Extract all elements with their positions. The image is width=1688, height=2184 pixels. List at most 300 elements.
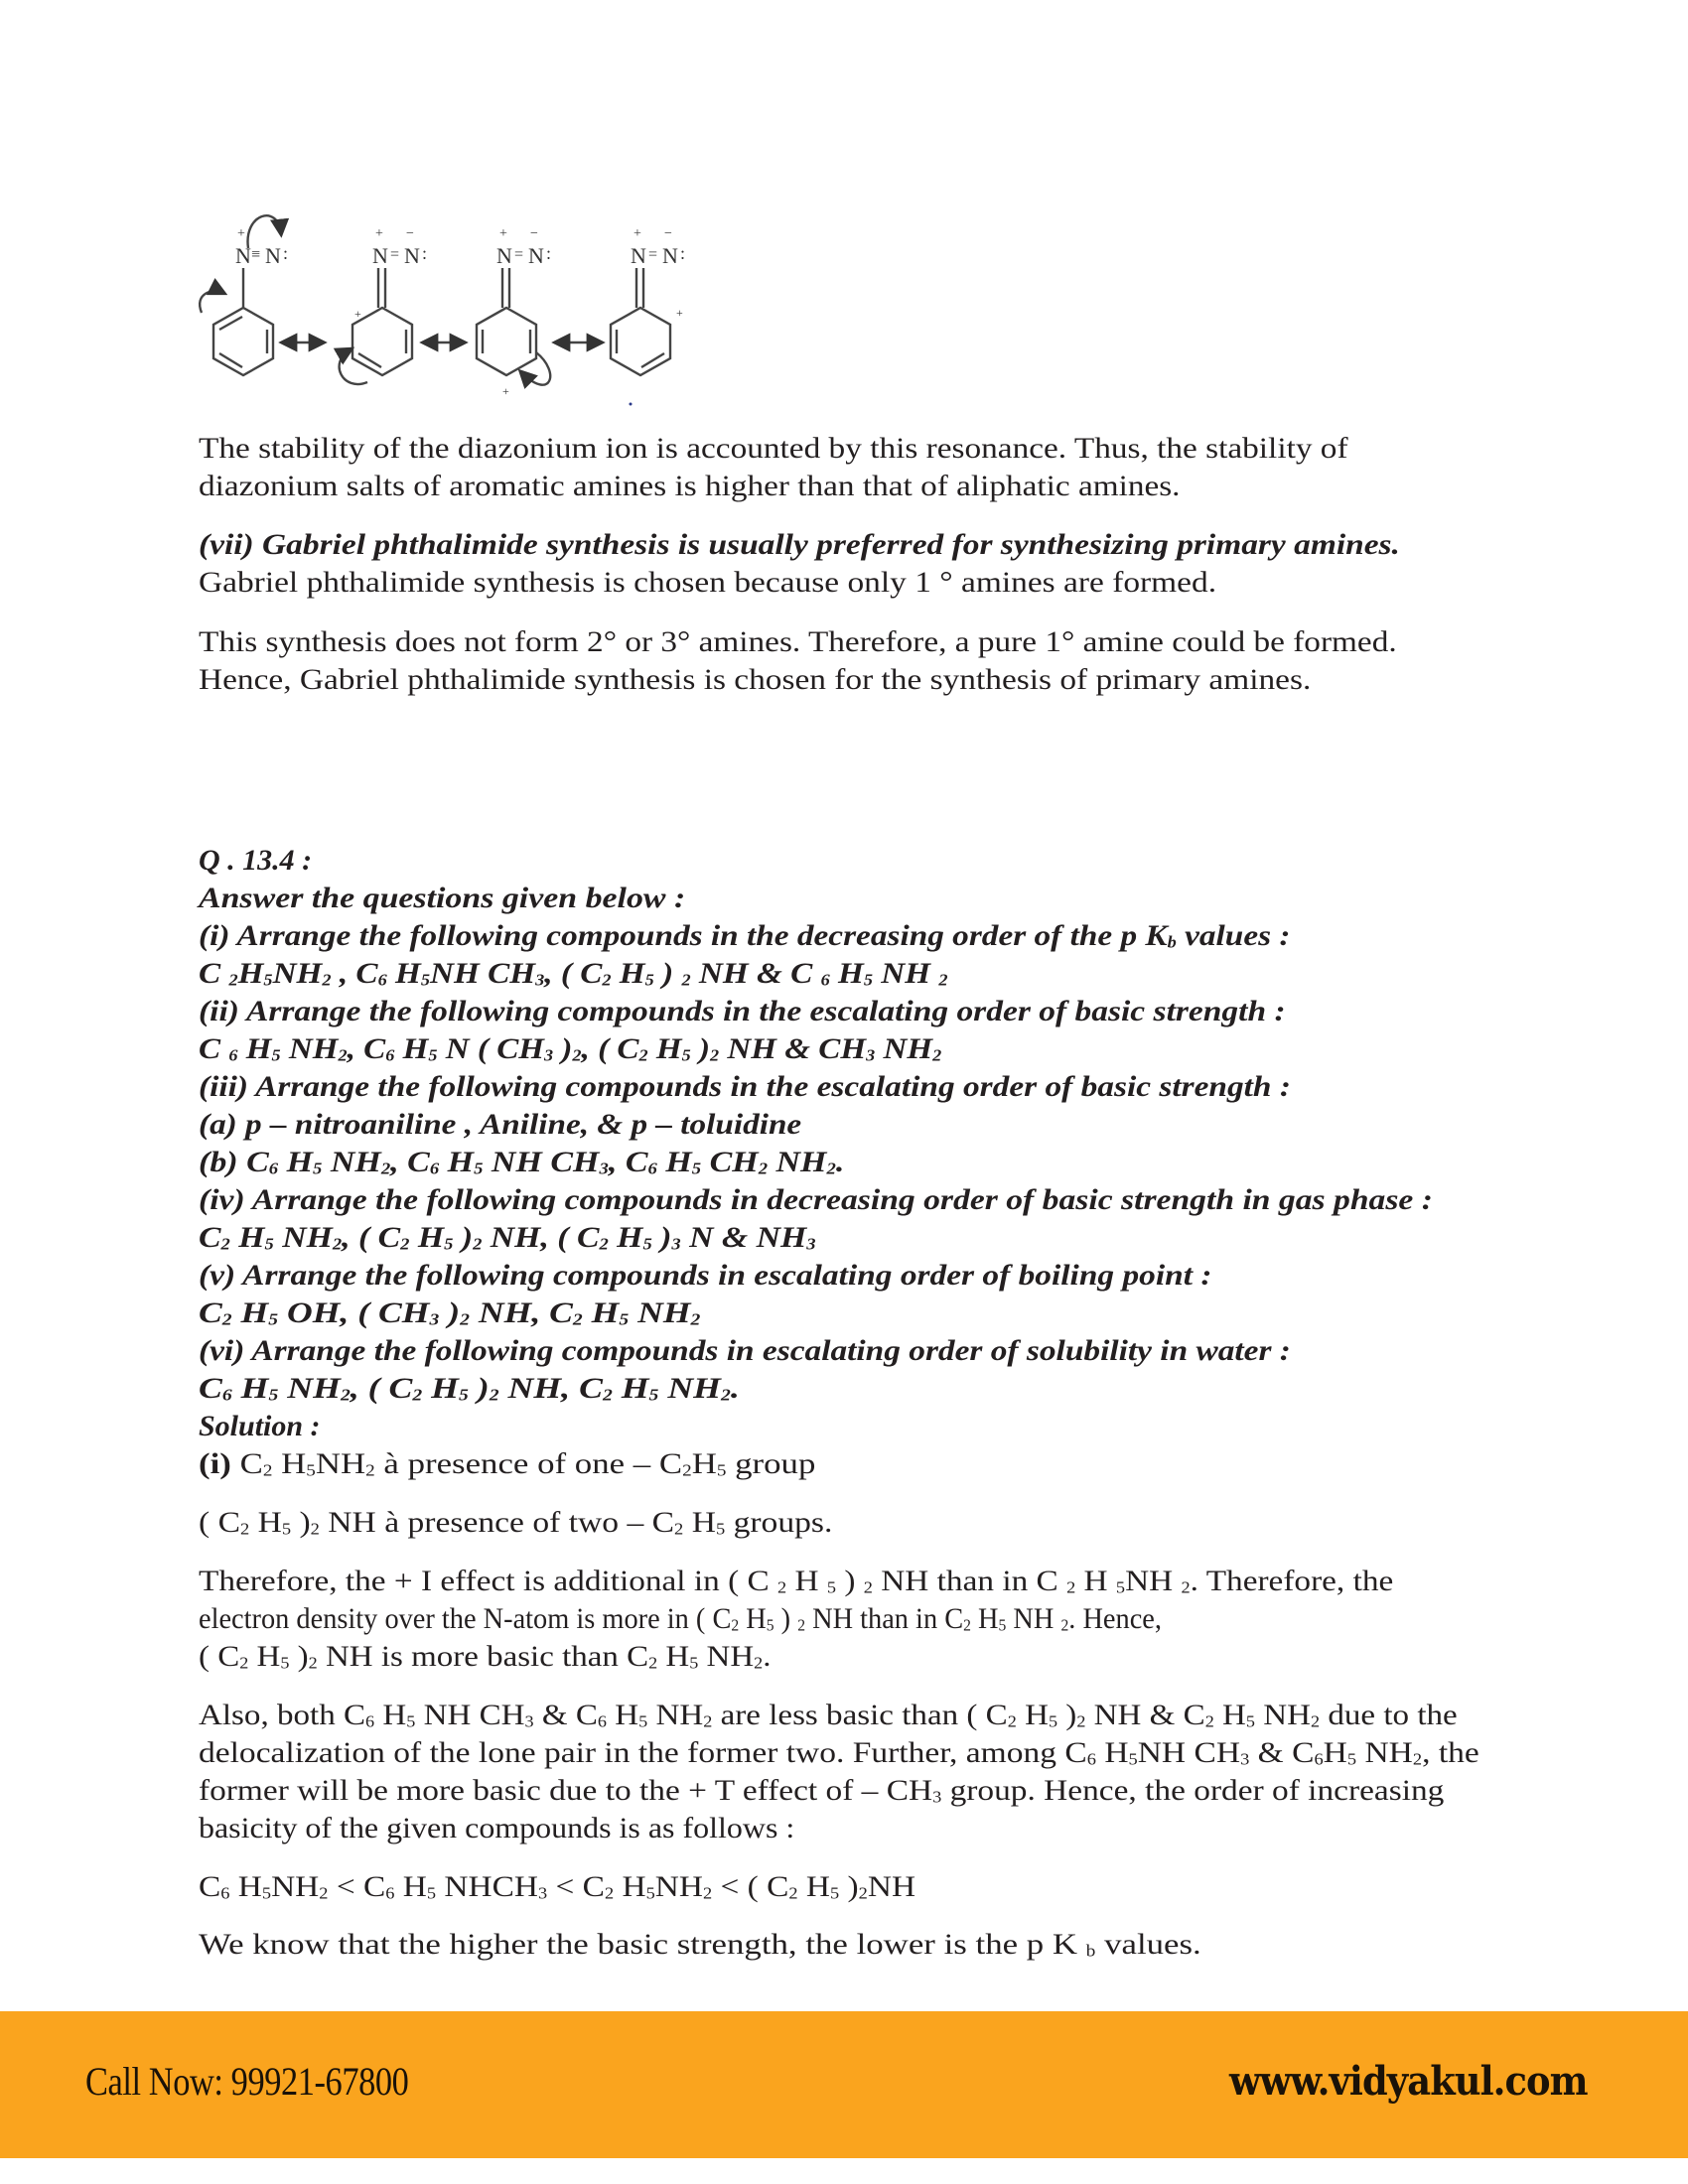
resonance-structure-2 bbox=[340, 268, 412, 384]
formula-text: H bbox=[611, 957, 645, 990]
formula-text: H bbox=[739, 1602, 767, 1635]
resonance-structure-3 bbox=[477, 268, 550, 385]
solution-para1-line-1 bbox=[199, 1563, 1393, 1600]
formula-subscript: 2 bbox=[460, 1309, 470, 1329]
formula-text: H bbox=[237, 1032, 272, 1065]
formula-subscript: 2 bbox=[690, 1309, 701, 1329]
diazonium-resonance-diagram bbox=[194, 194, 869, 417]
svg-text::: : bbox=[422, 243, 428, 263]
formula-subscript: 2 bbox=[674, 1519, 684, 1539]
formula-subscript: 2 bbox=[228, 970, 238, 990]
formula-text: NH is more basic than C bbox=[317, 1640, 649, 1673]
formula-subscript: 2 bbox=[602, 970, 612, 990]
vii-line-1: Gabriel phthalimide synthesis is chosen because only 1 ° amines are formed. bbox=[199, 566, 1217, 599]
formula-text: NH bbox=[278, 1372, 341, 1405]
formula-subscript: 3 bbox=[806, 1234, 816, 1254]
formula-text: NHCH bbox=[436, 1870, 538, 1903]
question-prompt: Answer the questions given below : bbox=[199, 882, 686, 914]
formula-subscript: 6 bbox=[647, 1159, 657, 1178]
formula-subscript: 2 bbox=[319, 1883, 329, 1903]
formula-subscript: 2 bbox=[400, 1234, 410, 1254]
solution-final-line bbox=[199, 1926, 1201, 1964]
formula-subscript: 2 bbox=[1007, 1711, 1017, 1731]
formula-text: < C bbox=[328, 1870, 386, 1903]
formula-text: H bbox=[231, 1372, 269, 1405]
formula-text: ) bbox=[774, 1602, 798, 1635]
formula-subscript: 3 bbox=[1240, 1749, 1250, 1769]
formula-text: H bbox=[278, 1146, 314, 1178]
formula-text: (b) C bbox=[199, 1146, 269, 1178]
formula-subscript: 5 bbox=[619, 1309, 630, 1329]
formula-text: H bbox=[612, 1372, 649, 1405]
svg-text:=: = bbox=[514, 246, 524, 263]
formula-text: NH bbox=[322, 1146, 381, 1178]
formula-subscript: 5 bbox=[428, 1045, 438, 1065]
formula-subscript: 5 bbox=[642, 1234, 652, 1254]
formula-text: à presence of one – C bbox=[374, 1447, 683, 1480]
formula-text: ) bbox=[651, 1221, 672, 1254]
formula-text: NH bbox=[1006, 1602, 1061, 1635]
formula-subscript: 5 bbox=[645, 1883, 655, 1903]
formula-subscript: 3 bbox=[932, 1787, 942, 1807]
formula-subscript: 5 bbox=[268, 1385, 279, 1405]
formula-subscript: 2 bbox=[572, 1309, 583, 1329]
formula-subscript: 3 bbox=[537, 1883, 548, 1903]
question-v: (v) Arrange the following compounds in escalating order of boiling point : bbox=[199, 1259, 1212, 1292]
formula-text: N & NH bbox=[680, 1221, 807, 1254]
formula-text: We know that the higher the basic strength, the lower is the p K bbox=[199, 1928, 1086, 1961]
question-i bbox=[199, 917, 1290, 955]
formula-subscript: 6 bbox=[597, 1711, 608, 1731]
svg-text:+: + bbox=[676, 306, 683, 320]
formula-text: H bbox=[614, 1870, 646, 1903]
formula-subscript: 2 bbox=[489, 1385, 499, 1405]
formula-subscript: 2 bbox=[1066, 1577, 1076, 1597]
formula-text: group bbox=[726, 1447, 816, 1480]
formula-text: ) bbox=[439, 1297, 461, 1329]
formula-subscript: 2 bbox=[682, 1460, 692, 1480]
formula-subscript: 2 bbox=[731, 1615, 740, 1635]
formula-subscript: 5 bbox=[681, 1045, 691, 1065]
formula-subscript: 5 bbox=[715, 1519, 726, 1539]
question-vi: (vi) Arrange the following compounds in escalating order of solubility in water : bbox=[199, 1334, 1291, 1367]
formula-text: NH bbox=[629, 1297, 691, 1329]
formula-subscript: 2 bbox=[1311, 1711, 1321, 1731]
formula-subscript: 2 bbox=[473, 1234, 483, 1254]
formula-text: CH bbox=[701, 1146, 759, 1178]
formula-text: NH than in C bbox=[804, 1602, 964, 1635]
formula-subscript: 5 bbox=[1346, 1749, 1357, 1769]
formula-subscript: 5 bbox=[638, 1711, 648, 1731]
formula-text: are less basic than ( C bbox=[712, 1699, 1008, 1731]
formula-subscript: 5 bbox=[1048, 1711, 1058, 1731]
formula-subscript: 5 bbox=[268, 1309, 279, 1329]
question-vi-formula bbox=[199, 1370, 740, 1408]
formula-subscript: 2 bbox=[262, 1460, 273, 1480]
formula-subscript: 2 bbox=[638, 1045, 648, 1065]
formula-text: groups. bbox=[725, 1506, 833, 1539]
formula-text: NH, C bbox=[469, 1297, 573, 1329]
svg-text:N: N bbox=[404, 243, 420, 268]
formula-text: H bbox=[1095, 1736, 1129, 1769]
formula-text: NH bbox=[272, 957, 323, 990]
question-i-text: (i) Arrange the following compounds in the decreasing order of the p K bbox=[199, 919, 1168, 952]
footer-website-link[interactable]: www.vidyakul.com bbox=[1229, 2058, 1588, 2105]
solution-para2-line-3 bbox=[199, 1772, 1444, 1810]
formula-subscript: 5 bbox=[313, 1159, 323, 1178]
formula-subscript: 6 bbox=[365, 1711, 375, 1731]
formula-text: NH bbox=[768, 1146, 827, 1178]
question-ii-formula bbox=[199, 1030, 941, 1068]
svg-text:N: N bbox=[372, 243, 388, 268]
formula-subscript: 6 bbox=[429, 1159, 440, 1178]
formula-text: NH CH bbox=[415, 1699, 525, 1731]
formula-text: NH bbox=[658, 1372, 722, 1405]
formula-text: NH bbox=[1125, 1565, 1182, 1597]
formula-text: H bbox=[439, 1146, 475, 1178]
formula-text: H bbox=[374, 1699, 407, 1731]
vii-heading: (vii) Gabriel phthalimide synthesis is usually preferred for synthesizing primary amines. bbox=[199, 528, 1400, 561]
svg-text:+: + bbox=[237, 226, 245, 241]
formula-text: ) bbox=[690, 1032, 710, 1065]
formula-text: , ( C bbox=[350, 1372, 413, 1405]
formula-subscript: 3 bbox=[429, 1309, 440, 1329]
formula-text: electron density over the N-atom is more in ( C bbox=[199, 1602, 732, 1635]
formula-subscript: 6 bbox=[377, 970, 387, 990]
formula-subscript: 2 bbox=[721, 1385, 731, 1405]
formula-text: H bbox=[249, 1506, 282, 1539]
basicity-order bbox=[199, 1868, 915, 1906]
formula-subscript: 2 bbox=[338, 1045, 348, 1065]
question-iii-b bbox=[199, 1144, 844, 1181]
formula-text: H bbox=[231, 1297, 269, 1329]
formula-text: , C bbox=[608, 1146, 648, 1178]
question-v-formula bbox=[199, 1295, 700, 1332]
formula-text: C bbox=[199, 1372, 222, 1405]
formula-text: H bbox=[829, 957, 864, 990]
formula-subscript: 5 bbox=[261, 1883, 272, 1903]
formula-text: NH bbox=[1255, 1699, 1312, 1731]
formula-subscript: 2 bbox=[758, 1159, 769, 1178]
formula-text: H bbox=[797, 1870, 831, 1903]
formula-subscript: 2 bbox=[702, 1883, 713, 1903]
formula-subscript: 6 bbox=[385, 1883, 395, 1903]
question-number: Q . 13.4 : bbox=[199, 844, 313, 877]
formula-subscript: 2 bbox=[221, 1309, 232, 1329]
formula-text: NH bbox=[698, 1640, 755, 1673]
formula-text: NH bbox=[873, 957, 939, 990]
formula-text: group. Hence, the order of increasing bbox=[941, 1774, 1445, 1807]
formula-subscript: 2 bbox=[412, 1385, 423, 1405]
formula-subscript: 5 bbox=[420, 970, 430, 990]
solution-para2-line-2 bbox=[199, 1734, 1479, 1772]
svg-text:+: + bbox=[499, 226, 507, 241]
formula-text: NH & C bbox=[690, 957, 821, 990]
formula-subscript: 5 bbox=[406, 1711, 416, 1731]
formula-subscript: 5 bbox=[474, 1159, 484, 1178]
formula-subscript: 5 bbox=[263, 970, 273, 990]
svg-text:−: − bbox=[406, 226, 414, 241]
formula-subscript: 2 bbox=[788, 1883, 798, 1903]
formula-text: , ( C bbox=[581, 1032, 639, 1065]
svg-text:=: = bbox=[390, 246, 400, 263]
formula-subscript: 2 bbox=[1412, 1749, 1423, 1769]
formula-text: H bbox=[607, 1699, 639, 1731]
svg-text:≡: ≡ bbox=[251, 246, 261, 263]
formula-text: NH bbox=[875, 1032, 933, 1065]
question-iii: (iii) Arrange the following compounds in the escalating order of basic strength : bbox=[199, 1070, 1291, 1103]
formula-subscript: 2 bbox=[380, 1159, 391, 1178]
formula-text: NH bbox=[654, 1870, 703, 1903]
intro-line-1: The stability of the diazonium ion is accounted by this resonance. Thus, the stability of bbox=[199, 432, 1348, 465]
formula-subscript: 5 bbox=[689, 1653, 699, 1673]
formula-subscript: 3 bbox=[599, 1159, 609, 1178]
formula-text: H bbox=[1075, 1565, 1116, 1597]
formula-subscript: 2 bbox=[599, 1234, 609, 1254]
formula-text: ) bbox=[468, 1372, 490, 1405]
resonance-structure-4 bbox=[611, 268, 670, 375]
formula-subscript: 3 bbox=[535, 970, 545, 990]
formula-subscript: 5 bbox=[444, 1234, 454, 1254]
formula-text: ) bbox=[653, 957, 682, 990]
formula-subscript: 6 bbox=[220, 1883, 230, 1903]
formula-subscript: 2 bbox=[220, 1234, 230, 1254]
formula-text: . bbox=[730, 1372, 740, 1405]
solution-para2-line-4: basicity of the given compounds is as follows : bbox=[199, 1812, 795, 1844]
formula-text: NH & C bbox=[1085, 1699, 1205, 1731]
svg-text:N: N bbox=[528, 243, 544, 268]
formula-text: H bbox=[691, 1447, 717, 1480]
svg-text:+: + bbox=[354, 307, 361, 321]
svg-text:+: + bbox=[633, 226, 641, 241]
formula-text: . bbox=[763, 1640, 772, 1673]
formula-text: H bbox=[1016, 1699, 1049, 1731]
formula-subscript: 5 bbox=[281, 1519, 292, 1539]
formula-subscript: 5 bbox=[280, 1653, 290, 1673]
formula-subscript: 2 bbox=[365, 1460, 375, 1480]
formula-subscript: 2 bbox=[863, 1577, 873, 1597]
formula-text: . Hence, bbox=[1068, 1602, 1162, 1635]
svg-text:+: + bbox=[502, 384, 509, 398]
solution-para1-line-3 bbox=[199, 1638, 771, 1676]
formula-text: H bbox=[657, 1640, 690, 1673]
formula-subscript: 5 bbox=[826, 1577, 837, 1597]
formula-subscript: 5 bbox=[306, 1460, 316, 1480]
formula-text: H bbox=[656, 1146, 692, 1178]
solution-i-label: (i) bbox=[199, 1447, 231, 1480]
footer-banner bbox=[0, 2011, 1688, 2158]
formula-text: NH CH bbox=[429, 957, 536, 990]
intro-line-2: diazonium salts of aromatic amines is higher than that of aliphatic amines. bbox=[199, 470, 1181, 502]
solution-i-line-2 bbox=[199, 1504, 832, 1542]
formula-subscript: 3 bbox=[866, 1045, 876, 1065]
svg-text:N: N bbox=[662, 243, 678, 268]
formula-text: H bbox=[394, 1032, 429, 1065]
formula-text: C bbox=[199, 1870, 221, 1903]
svg-text::: : bbox=[283, 243, 289, 263]
solution-i-formula bbox=[231, 1447, 815, 1480]
formula-subscript: 6 bbox=[385, 1045, 395, 1065]
formula-subscript: 3 bbox=[524, 1711, 534, 1731]
formula-text: H bbox=[683, 1506, 716, 1539]
footer-phone[interactable]: Call Now: 99921-67800 bbox=[85, 2059, 409, 2104]
formula-text: ) bbox=[291, 1506, 311, 1539]
formula-text: H bbox=[229, 1221, 265, 1254]
svg-text:+: + bbox=[375, 226, 383, 241]
formula-text: values. bbox=[1095, 1928, 1201, 1961]
formula-text: NH bbox=[280, 1032, 339, 1065]
formula-subscript: 5 bbox=[998, 1615, 1007, 1635]
formula-text: NH à presence of two – C bbox=[319, 1506, 675, 1539]
formula-subscript: 2 bbox=[322, 970, 332, 990]
formula-subscript: 2 bbox=[932, 1045, 942, 1065]
formula-text: H bbox=[237, 957, 264, 990]
solution-i-line-1 bbox=[199, 1445, 815, 1483]
formula-subscript: 2 bbox=[239, 1519, 250, 1539]
formula-subscript: 2 bbox=[938, 970, 948, 990]
formula-subscript: 5 bbox=[264, 1234, 274, 1254]
formula-text: NH & CH bbox=[719, 1032, 867, 1065]
formula-subscript: 2 bbox=[777, 1577, 787, 1597]
formula-text: . Therefore, the bbox=[1190, 1565, 1394, 1597]
formula-subscript: 2 bbox=[1181, 1577, 1191, 1597]
formula-subscript: 2 bbox=[858, 1883, 868, 1903]
formula-text: H bbox=[647, 1032, 682, 1065]
formula-text: NH, C bbox=[498, 1372, 603, 1405]
formula-text: H bbox=[422, 1372, 460, 1405]
formula-text: Also, both C bbox=[199, 1699, 366, 1731]
question-i-sub: b bbox=[1167, 932, 1177, 952]
formula-text: < ( C bbox=[712, 1870, 789, 1903]
svg-text:N: N bbox=[496, 243, 512, 268]
formula-text: , C bbox=[347, 1032, 386, 1065]
formula-text: H bbox=[272, 1447, 307, 1480]
formula-subscript: 5 bbox=[716, 1460, 727, 1480]
formula-subscript: 2 bbox=[1060, 1615, 1069, 1635]
question-i-text-end: values : bbox=[1176, 919, 1291, 952]
formula-subscript: 2 bbox=[797, 1615, 805, 1635]
formula-text: ) bbox=[453, 1221, 474, 1254]
question-iv: (iv) Arrange the following compounds in decreasing order of basic strength in gas phase : bbox=[199, 1183, 1433, 1216]
formula-subscript: 2 bbox=[308, 1653, 318, 1673]
question-ii: (ii) Arrange the following compounds in the escalating order of basic strength : bbox=[199, 995, 1286, 1027]
formula-text: & C bbox=[533, 1699, 598, 1731]
formula-text: . bbox=[835, 1146, 845, 1178]
formula-subscript: b bbox=[1085, 1941, 1096, 1961]
formula-subscript: 5 bbox=[648, 1385, 659, 1405]
formula-text: H bbox=[582, 1297, 620, 1329]
formula-subscript: 5 bbox=[459, 1385, 469, 1405]
formula-text: NH bbox=[271, 1870, 320, 1903]
formula-text: H bbox=[786, 1565, 827, 1597]
formula-text: NH than in C bbox=[872, 1565, 1067, 1597]
formula-text: H bbox=[970, 1602, 999, 1635]
svg-text::: : bbox=[546, 243, 552, 263]
formula-text: < C bbox=[547, 1870, 605, 1903]
formula-text: due to the bbox=[1320, 1699, 1458, 1731]
formula-subscript: 2 bbox=[681, 970, 691, 990]
svg-text:N: N bbox=[235, 243, 251, 268]
formula-text: N ( CH bbox=[437, 1032, 545, 1065]
formula-text: NH, ( C bbox=[482, 1221, 600, 1254]
formula-subscript: 5 bbox=[691, 1159, 702, 1178]
formula-text: ) bbox=[289, 1640, 309, 1673]
formula-subscript: 5 bbox=[426, 1883, 437, 1903]
formula-subscript: 2 bbox=[648, 1653, 658, 1673]
formula-text: OH, ( CH bbox=[278, 1297, 430, 1329]
formula-subscript: 6 bbox=[1314, 1749, 1324, 1769]
formula-text: ) bbox=[1057, 1699, 1077, 1731]
formula-text: C bbox=[199, 1297, 222, 1329]
formula-subscript: 5 bbox=[830, 1883, 840, 1903]
formula-subscript: 2 bbox=[239, 1653, 249, 1673]
formula-subscript: 6 bbox=[1086, 1749, 1096, 1769]
solution-para1-line-2 bbox=[199, 1600, 1162, 1638]
svg-text:−: − bbox=[664, 226, 672, 241]
formula-subscript: 5 bbox=[1245, 1711, 1256, 1731]
formula-text: C bbox=[199, 1032, 229, 1065]
formula-text: Therefore, the + I effect is additional in ( C bbox=[199, 1565, 778, 1597]
formula-subscript: 6 bbox=[228, 1045, 238, 1065]
formula-subscript: 5 bbox=[644, 970, 654, 990]
formula-text: H bbox=[394, 1870, 427, 1903]
formula-text: & C bbox=[1249, 1736, 1315, 1769]
formula-text: delocalization of the lone pair in the former two. Further, among C bbox=[199, 1736, 1087, 1769]
formula-text: ( C bbox=[199, 1640, 240, 1673]
formula-subscript: 2 bbox=[709, 1045, 720, 1065]
formula-subscript: 2 bbox=[602, 1385, 613, 1405]
formula-text: NH CH bbox=[1137, 1736, 1241, 1769]
formula-subscript: 2 bbox=[754, 1653, 764, 1673]
formula-text: NH bbox=[315, 1447, 366, 1480]
svg-text:N: N bbox=[631, 243, 646, 268]
solution-para2-line-1 bbox=[199, 1697, 1458, 1734]
formula-text: ( C bbox=[199, 1506, 240, 1539]
formula-subscript: 3 bbox=[544, 1045, 554, 1065]
formula-subscript: 3 bbox=[671, 1234, 681, 1254]
formula-text: ) bbox=[553, 1032, 573, 1065]
formula-subscript: 6 bbox=[221, 1385, 232, 1405]
formula-text: , C bbox=[390, 1146, 430, 1178]
formula-text: H bbox=[248, 1640, 281, 1673]
svg-text:N: N bbox=[265, 243, 281, 268]
question-iii-a: (a) p – nitroaniline , Aniline, & p – toluidine bbox=[199, 1108, 802, 1141]
solution-label: Solution : bbox=[199, 1410, 321, 1442]
svg-text::: : bbox=[680, 243, 686, 263]
formula-text: ) bbox=[839, 1870, 859, 1903]
formula-text: NH bbox=[1356, 1736, 1413, 1769]
formula-subscript: 5 bbox=[1128, 1749, 1138, 1769]
formula-subscript: 2 bbox=[572, 1045, 582, 1065]
formula-text: NH bbox=[273, 1221, 333, 1254]
svg-text:−: − bbox=[530, 226, 538, 241]
formula-text: , ( C bbox=[342, 1221, 401, 1254]
vii-line-2: This synthesis does not form 2° or 3° amines. Therefore, a pure 1° amine could be formed. bbox=[199, 625, 1397, 658]
formula-text: NH bbox=[647, 1699, 704, 1731]
formula-text: H bbox=[229, 1870, 262, 1903]
formula-text: NH CH bbox=[483, 1146, 600, 1178]
formula-subscript: 2 bbox=[826, 1159, 836, 1178]
formula-subscript: 5 bbox=[863, 970, 874, 990]
formula-subscript: 2 bbox=[310, 1519, 320, 1539]
formula-subscript: 5 bbox=[1115, 1577, 1126, 1597]
formula-text: , ( C bbox=[544, 957, 603, 990]
formula-subscript: 6 bbox=[268, 1159, 279, 1178]
formula-subscript: 6 bbox=[820, 970, 830, 990]
formula-text: C bbox=[230, 1447, 263, 1480]
formula-subscript: 2 bbox=[963, 1615, 971, 1635]
formula-text: former will be more basic due to the + T effect of – CH bbox=[199, 1774, 933, 1807]
